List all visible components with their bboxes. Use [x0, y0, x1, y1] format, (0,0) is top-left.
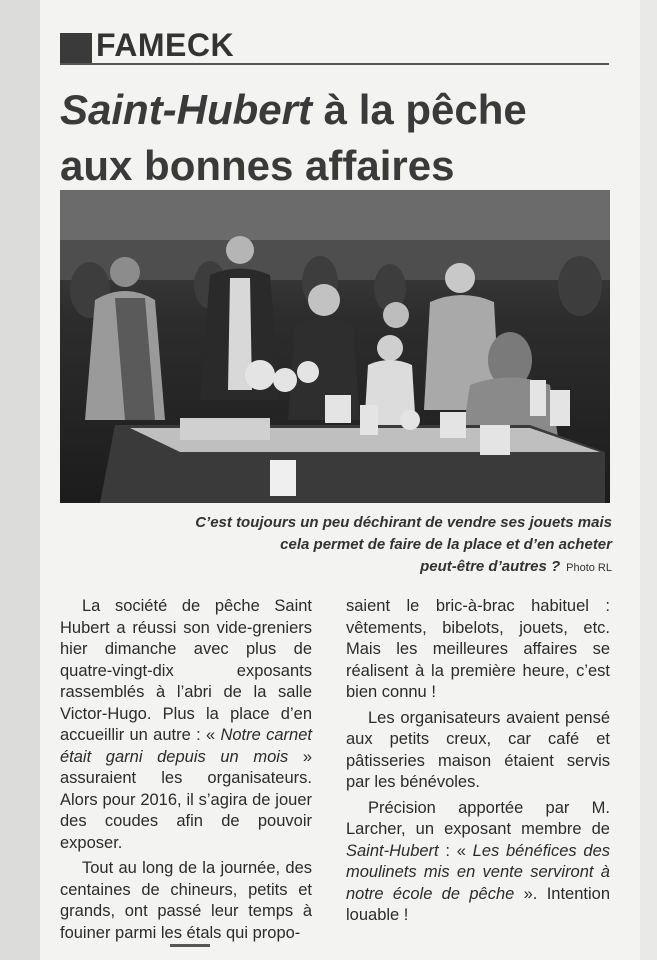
p1-text-a: La société de pêche Saint Hubert a réussi son vide-greniers hier dimanche avec plus de quatre-vingt-dix exposants rassemblés à l’abri de la salle Victor-Hugo. Plus la place d’en accueillir un autre : «	[60, 597, 312, 744]
footer-rule	[170, 944, 210, 947]
paragraph-2: Tout au long de la journée, des centaines de chineurs, petits et grands, ont passé leur temps à fouiner parmi les étals qui propo-	[60, 859, 312, 942]
p4-quote: Les bénéfices des moulinets mis en vente serviront à notre école de pêche	[346, 841, 610, 903]
page-margin	[0, 0, 42, 960]
headline-club: Saint-Hubert	[60, 86, 312, 133]
p4-club-name: Saint-Hubert	[346, 841, 439, 860]
article-column-1	[60, 596, 312, 948]
caption-line-3: peut-être d’autres ?	[420, 558, 561, 575]
article-column-2	[346, 596, 610, 931]
photo-credit: Photo RL	[566, 562, 612, 574]
p4-text-a: Précision apportée par M. Larcher, un exposant membre de	[346, 798, 610, 838]
p4-text-c: ». Intention louable !	[346, 884, 610, 924]
caption-line-2: cela permet de faire de la place et d’en acheter	[280, 536, 612, 553]
p1-text-b: » assuraient les organisateurs. Alors pour 2016, il s’agira de jouer des coudes afin de pouvoir exposer.	[60, 747, 313, 852]
paragraph-2-continued: saient le bric-à-brac habituel : vêtements, bibelots, jouets, etc. Mais les meilleures affaires se réalisent à la première heure, c’est bien connu !	[346, 597, 610, 701]
section-name: FAMECK	[96, 27, 235, 63]
headline	[60, 82, 620, 194]
article-photo	[60, 190, 610, 503]
section-rule	[60, 63, 609, 65]
photo-illustration	[60, 190, 610, 503]
paragraph-3: Les organisateurs avaient pensé aux petits creux, car café et pâtisseries maison étaient servis par les bénévoles.	[346, 708, 610, 791]
paragraph-4	[346, 798, 610, 927]
headline-rest: à la pêche	[312, 86, 527, 133]
caption-line-1: C’est toujours un peu déchirant de vendre ses jouets mais	[195, 514, 612, 531]
section-marker	[60, 33, 92, 63]
p1-quote: Notre carnet était garni depuis un mois	[60, 726, 312, 766]
photo-caption	[100, 512, 612, 579]
paragraph-1	[60, 596, 312, 854]
headline-line2: aux bonnes affaires	[60, 142, 455, 189]
p4-text-b: : «	[438, 841, 473, 860]
